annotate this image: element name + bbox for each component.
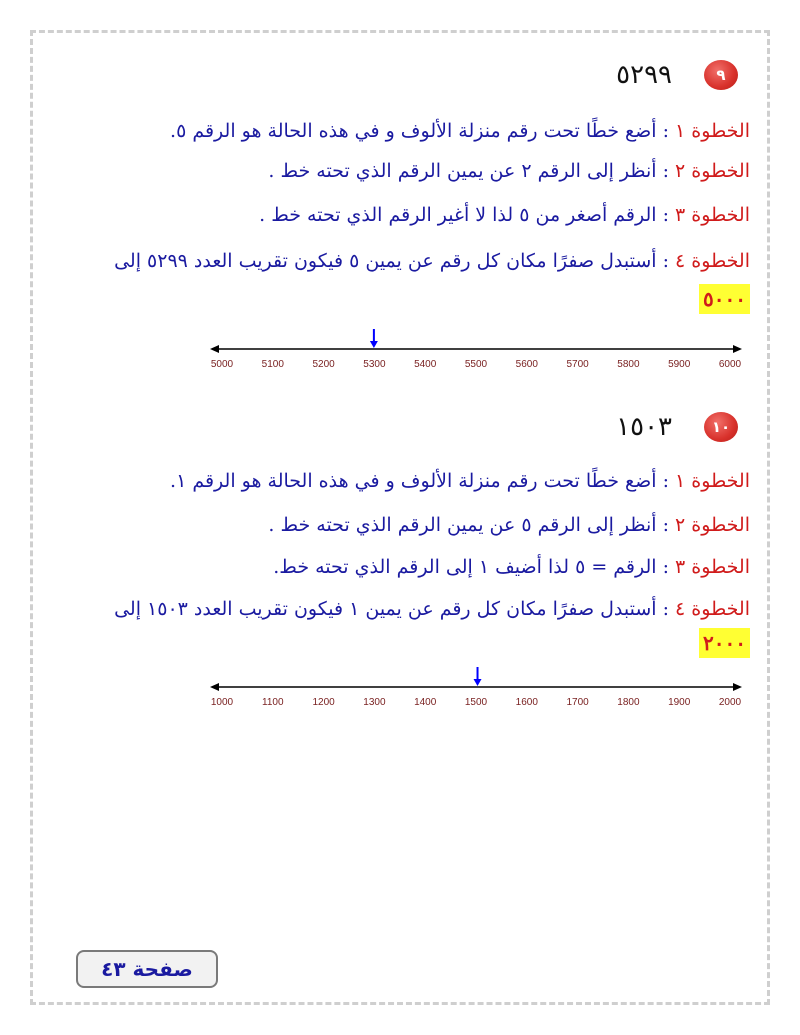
step-2: [70, 156, 750, 186]
arrowhead-right-icon: [733, 345, 742, 353]
tick-label: 5200: [312, 359, 335, 370]
tick-label: 5900: [668, 359, 691, 370]
step-4: [60, 246, 750, 276]
step-separator: :: [656, 204, 676, 226]
rounded-answer: ٢٠٠٠: [699, 628, 750, 658]
step-label: الخطوة ٣: [675, 556, 750, 578]
problem-9-header: [616, 60, 738, 90]
problem-number: ٥٢٩٩: [616, 60, 672, 90]
step-separator: :: [656, 598, 676, 620]
step-text: أستبدل صفرًا مكان كل رقم عن يمين ٥ فيكون تقريب العدد ٥٢٩٩ إلى: [114, 250, 657, 272]
step-label: الخطوة ٤: [675, 598, 750, 620]
step-label: الخطوة ٢: [675, 514, 750, 536]
problem-10-header: [616, 412, 738, 442]
arrowhead-left-icon: [210, 345, 219, 353]
page-number-label: صفحة ٤٣: [101, 957, 193, 981]
tick-label: 1900: [668, 697, 691, 708]
step-text: الرقم = ٥ لذا أضيف ١ إلى الرقم الذي تحته خط.: [273, 556, 657, 578]
tick-label: 5500: [464, 359, 488, 370]
step-text: أضع خطًا تحت رقم منزلة الألوف و في هذه الحالة هو الرقم ٥.: [170, 120, 657, 142]
step-text: أنظر إلى الرقم ٢ عن يمين الرقم الذي تحته خط .: [268, 160, 657, 182]
tick-label: 1100: [262, 697, 284, 708]
tick-label: 1600: [515, 697, 538, 708]
tick-label: 6000: [718, 359, 742, 370]
step-label: الخطوة ٤: [675, 250, 750, 272]
step-4: [60, 594, 750, 624]
step-1: [70, 116, 750, 146]
tick-label: 5800: [617, 359, 640, 370]
tick-label: 1400: [414, 697, 437, 708]
step-separator: :: [656, 470, 676, 492]
tick-label: 1500: [464, 697, 488, 708]
rounded-answer: ٥٠٠٠: [699, 284, 750, 314]
tick-label: 5000: [210, 359, 234, 370]
step-separator: :: [656, 514, 676, 536]
tick-label: 5100: [261, 359, 284, 370]
tick-label: 5700: [566, 359, 589, 370]
step-separator: :: [656, 120, 676, 142]
step-text: أضع خطًا تحت رقم منزلة الألوف و في هذه الحالة هو الرقم ١.: [170, 470, 657, 492]
problem-number: ١٥٠٣: [616, 412, 672, 442]
problem-number-badge: ١٠: [704, 412, 738, 442]
step-separator: :: [656, 556, 676, 578]
problem-number-badge: ٩: [704, 60, 738, 90]
step-separator: :: [656, 250, 676, 272]
tick-label: 1700: [566, 697, 589, 708]
step-2: [70, 510, 750, 540]
step-label: الخطوة ١: [675, 120, 750, 142]
tick-label: 1300: [363, 697, 386, 708]
step-text: أستبدل صفرًا مكان كل رقم عن يمين ١ فيكون تقريب العدد ١٥٠٣ إلى: [114, 598, 657, 620]
tick-label: 5600: [515, 359, 538, 370]
tick-label: 5400: [414, 359, 437, 370]
tick-label: 5300: [363, 359, 386, 370]
step-label: الخطوة ٢: [675, 160, 750, 182]
step-3: [70, 200, 750, 230]
tick-label: 1000: [210, 697, 234, 708]
step-3: [70, 552, 750, 582]
marker-arrow-icon: [474, 679, 482, 686]
step-label: الخطوة ٣: [675, 204, 750, 226]
step-separator: :: [656, 160, 676, 182]
marker-arrow-icon: [370, 341, 378, 348]
tick-label: 2000: [718, 697, 742, 708]
step-text: الرقم أصغر من ٥ لذا لا أغير الرقم الذي تحته خط .: [259, 204, 657, 226]
arrowhead-right-icon: [733, 683, 742, 691]
tick-label: 1200: [312, 697, 335, 708]
page-number-box: [76, 950, 218, 988]
step-1: [70, 466, 750, 496]
arrowhead-left-icon: [210, 683, 219, 691]
tick-label: 1800: [617, 697, 640, 708]
step-label: الخطوة ١: [675, 470, 750, 492]
step-text: أنظر إلى الرقم ٥ عن يمين الرقم الذي تحته خط .: [268, 514, 657, 536]
